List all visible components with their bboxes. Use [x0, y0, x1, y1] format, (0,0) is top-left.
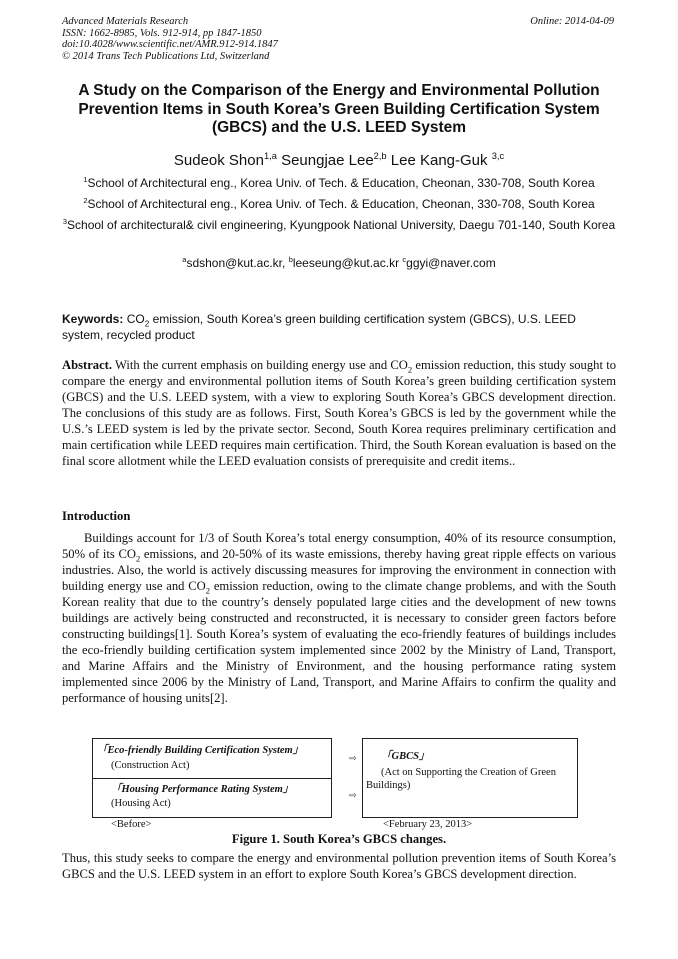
arrow-right-icon: ⇨	[349, 790, 357, 800]
author-superscript: 3,c	[491, 151, 505, 161]
introduction-paragraph	[62, 530, 616, 706]
issn-line: ISSN: 1662-8985, Vols. 912-914, pp 1847-1850	[62, 27, 262, 39]
email-address: ggyi@naver.com	[406, 256, 496, 270]
paper-title: A Study on the Comparison of the Energy and Environmental Pollution Prevention Items in South Korea’s Green Building Certification System (GBCS) and the U.S. LEED System	[78, 82, 600, 136]
email-address: leeseung@kut.ac.kr	[292, 256, 400, 270]
figure-right-sub: (Act on Supporting the Creation of Green Buildings)	[366, 767, 556, 791]
email-line	[62, 256, 616, 271]
abstract-label: Abstract.	[62, 358, 113, 372]
keywords-text: CO	[126, 312, 145, 326]
figure-divider	[93, 778, 331, 779]
author-list	[62, 152, 616, 169]
affiliation-superscript: 2	[83, 196, 88, 205]
closing-paragraph: Thus, this study seeks to compare the energy and environmental pollution prevention items of South Korea’s GBCS and the U.S. LEED system in an effort to explore South Korea’s GBCS development direction.	[62, 851, 616, 881]
author-superscript: 2,b	[373, 151, 387, 161]
subscript: 2	[205, 585, 211, 596]
subscript: 2	[407, 364, 413, 375]
affiliation-superscript: 3	[62, 217, 68, 226]
journal-name: Advanced Materials Research	[62, 16, 189, 27]
email-superscript: b	[288, 255, 293, 264]
paragraph-text: emission reduction, owing to the climate change problems, and with the South Korean reality that due to the country’s densely populated large cities and the development of new towns buildings are actively being constructed and reconstructed, it is necessary to consider green factors before constructing buildings[1]. South Korea’s system of evaluating the eco-friendly features of buildings includes the eco-friendly building certification system implemented since 2002 by the Ministry of Land, Transport, and Marine Affairs and the Ministry of Environment, and the housing performance rating system implemented since 2006 by the Ministry of Land, Transport, and Marine Affairs to confirm the quality and performance of housing units[2].	[62, 579, 616, 705]
author-name: Seungjae Lee	[281, 152, 374, 169]
paragraph-text: Buildings account for 1/3 of South Korea’s total energy consumption, 40% of its resource consumption, 50% of its CO	[62, 531, 616, 561]
keywords	[62, 312, 616, 343]
affiliation-3	[62, 218, 616, 233]
abstract-text: emission reduction, this study sought to compare the energy and environmental pollution items of South Korea’s green building certification system (GBCS) and the U.S. LEED system, with a view to exploring South Korea’s GBCS development direction. The conclusions of this study are as follows. First, South Korea’s GBCS is led by the government while the U.S.’s LEED system is led by the private sector. Second, South Korea requires preliminary certification and main certification while LEED requires main certification. Third, the South Korean evaluation is based on the final score allotment while the LEED evaluation consists of prerequisite and credit items..	[62, 358, 616, 468]
figure-left-bottom-sub: (Housing Act)	[111, 798, 171, 809]
figure-right-title: 「GBCS」	[381, 751, 430, 762]
online-date: Online: 2014-04-09	[530, 16, 614, 27]
journal-header	[62, 16, 278, 62]
author-name: Lee Kang-Guk	[390, 152, 488, 169]
figure-after-label: <February 23, 2013>	[383, 819, 473, 830]
figure-before-label: <Before>	[111, 819, 152, 830]
author-name: Sudeok Shon	[173, 152, 264, 169]
email-address: sdshon@kut.ac.kr,	[186, 256, 286, 270]
doi-line: doi:10.4028/www.scientific.net/AMR.912-914.1847	[62, 39, 278, 50]
keywords-label: Keywords:	[62, 312, 124, 326]
affiliation-superscript: 1	[83, 175, 88, 184]
affiliation-text: School of Architectural eng., Korea Univ. of Tech. & Education, Cheonan, 330-708, South Korea	[87, 176, 595, 190]
copyright-line: © 2014 Trans Tech Publications Ltd, Switzerland	[62, 50, 270, 62]
abstract	[62, 357, 616, 469]
abstract-text: With the current emphasis on building energy use and CO	[112, 358, 408, 372]
paragraph-text: emissions, and 20-50% of its waste emissions, thereby having great ripple effects on various industries. Also, the world is actively discussing measures for improving the environment in connection with building energy use and CO	[62, 547, 616, 593]
email-superscript: c	[402, 255, 407, 264]
subscript: 2	[144, 319, 150, 329]
arrow-right-icon: ⇨	[349, 753, 357, 763]
subscript: 2	[135, 553, 141, 564]
figure-left-bottom-title: 「Housing Performance Rating System」	[111, 784, 294, 795]
author-superscript: 1,a	[263, 151, 277, 161]
affiliation-text: School of architectural& civil engineering, Kyungpook National University, Daegu 701-140, South Korea	[67, 218, 616, 232]
section-heading-introduction: Introduction	[62, 509, 131, 523]
keywords-text: emission, South Korea’s green building certification system (GBCS), U.S. LEED system, recycled product	[62, 312, 576, 342]
affiliation-2	[62, 197, 616, 212]
figure-caption: Figure 1. South Korea’s GBCS changes.	[231, 832, 447, 846]
figure-left-top-sub: (Construction Act)	[111, 760, 190, 771]
affiliation-1	[62, 176, 616, 191]
affiliation-text: School of Architectural eng., Korea Univ. of Tech. & Education, Cheonan, 330-708, South Korea	[87, 197, 595, 211]
figure-left-top-title: 「Eco-friendly Building Certification System」	[97, 745, 304, 756]
email-superscript: a	[182, 255, 187, 264]
